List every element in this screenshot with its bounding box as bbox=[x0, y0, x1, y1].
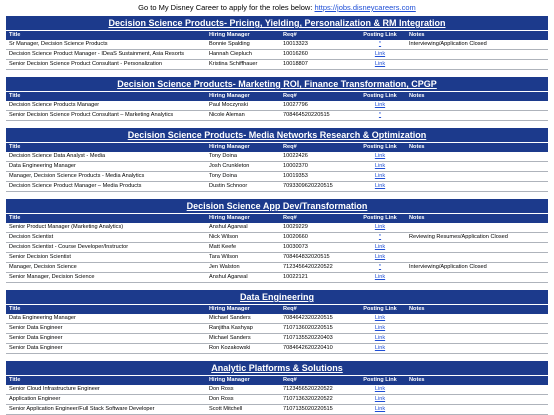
table-row bbox=[6, 50, 548, 60]
notes-header: Notes bbox=[409, 215, 425, 221]
req-number-cell: 7084642620220410 bbox=[283, 345, 333, 351]
notes-cell bbox=[406, 273, 548, 282]
roles-section bbox=[6, 128, 548, 192]
roles-section bbox=[6, 16, 548, 70]
title-header: Title bbox=[9, 377, 21, 383]
hiring-manager-cell: Anshul Agarwal bbox=[209, 274, 248, 280]
hiring-manager-cell: Dustin Schnoor bbox=[209, 183, 248, 189]
notes-header: Notes bbox=[409, 306, 425, 312]
hiring-manager-cell: Nick Wilson bbox=[209, 234, 239, 240]
req-number-cell: 7084642320220515 bbox=[283, 315, 333, 321]
notes-cell bbox=[406, 344, 548, 353]
hiring-manager-cell: Anshul Agarwal bbox=[209, 224, 248, 230]
notes-cell bbox=[406, 50, 548, 59]
job-title-cell: Senior Data Engineer bbox=[9, 325, 63, 331]
notes-header: Notes bbox=[409, 32, 425, 38]
job-title-cell: Senior Cloud Infrastructure Engineer bbox=[9, 386, 100, 392]
posting-link-header: Posting Link bbox=[363, 377, 397, 383]
job-title-cell: Data Engineering Manager bbox=[9, 163, 76, 169]
job-title-cell: Senior Decision Scientist bbox=[9, 254, 71, 260]
req-number-cell: 708464832020515 bbox=[283, 254, 330, 260]
req-number-cell: 7107136320220522 bbox=[283, 396, 333, 402]
roles-section bbox=[6, 77, 548, 121]
job-title-cell: Senior Data Engineer bbox=[9, 345, 63, 351]
table-row bbox=[6, 324, 548, 334]
req-header: Req# bbox=[283, 144, 297, 150]
section-title: Decision Science Products- Media Networks Research & Optimization bbox=[6, 128, 548, 143]
section-title: Decision Science Products- Pricing, Yielding, Personalization & RM Integration bbox=[6, 16, 548, 31]
job-title-cell: Senior Data Engineer bbox=[9, 335, 63, 341]
table-row bbox=[6, 60, 548, 70]
hiring-manager-cell: Scott Mitchell bbox=[209, 406, 243, 412]
notes-cell bbox=[406, 324, 548, 333]
posting-link[interactable]: Link bbox=[374, 345, 386, 351]
table-row bbox=[6, 40, 548, 50]
table-row bbox=[6, 172, 548, 182]
table-row bbox=[6, 233, 548, 243]
title-header: Title bbox=[9, 215, 21, 221]
notes-cell bbox=[406, 385, 548, 394]
notes-cell bbox=[406, 162, 548, 171]
section-title: Analytic Platforms & Solutions bbox=[6, 361, 548, 376]
req-number-cell: 7107135020220515 bbox=[283, 406, 333, 412]
notes-header: Notes bbox=[409, 93, 425, 99]
job-title-cell: Manager, Decision Science bbox=[9, 264, 77, 270]
req-number-cell: 10022121 bbox=[283, 274, 308, 280]
job-title-cell: Senior Application Engineer/Full Stack Software Developer bbox=[9, 406, 155, 412]
posting-link[interactable]: Link bbox=[374, 153, 386, 159]
notes-cell bbox=[406, 111, 548, 120]
posting-link-header: Posting Link bbox=[363, 32, 397, 38]
req-number-cell: 7107135520220403 bbox=[283, 335, 333, 341]
notes-cell bbox=[406, 395, 548, 404]
req-number-cell: 10022426 bbox=[283, 153, 308, 159]
job-title-cell: Application Engineer bbox=[9, 396, 61, 402]
roles-section bbox=[6, 199, 548, 283]
posting-link-header: Posting Link bbox=[363, 306, 397, 312]
careers-link[interactable]: https://jobs.disneycareers.com bbox=[314, 3, 416, 12]
notes-cell bbox=[406, 182, 548, 191]
hiring-manager-header: Hiring Manager bbox=[209, 306, 250, 312]
notes-cell bbox=[406, 405, 548, 414]
job-title-cell: Senior Decision Science Product Consultant - Personalization bbox=[9, 61, 162, 67]
posting-link[interactable]: Link bbox=[374, 173, 386, 179]
notes-header: Notes bbox=[409, 144, 425, 150]
title-header: Title bbox=[9, 306, 21, 312]
notes-cell bbox=[406, 152, 548, 161]
req-number-cell: 7093309620220515 bbox=[283, 183, 333, 189]
req-header: Req# bbox=[283, 32, 297, 38]
hiring-manager-cell: Bonnie Spalding bbox=[209, 41, 250, 47]
posting-link[interactable]: * bbox=[378, 234, 382, 240]
column-header-row bbox=[6, 143, 548, 152]
posting-link[interactable]: * bbox=[378, 41, 382, 47]
job-title-cell: Data Engineering Manager bbox=[9, 315, 76, 321]
job-title-cell: Sr Manager, Decision Science Products bbox=[9, 41, 108, 47]
title-header: Title bbox=[9, 144, 21, 150]
req-number-cell: 708464520220515 bbox=[283, 112, 330, 118]
table-row bbox=[6, 182, 548, 192]
req-number-cell: 10002370 bbox=[283, 163, 308, 169]
posting-link-header: Posting Link bbox=[363, 144, 397, 150]
table-row bbox=[6, 111, 548, 121]
hiring-manager-cell: Tara Wilson bbox=[209, 254, 239, 260]
posting-link[interactable]: Link bbox=[374, 274, 386, 280]
roles-section bbox=[6, 361, 548, 415]
req-number-cell: 10013323 bbox=[283, 41, 308, 47]
posting-link[interactable]: Link bbox=[374, 315, 386, 321]
posting-link[interactable]: Link bbox=[374, 102, 386, 108]
title-header: Title bbox=[9, 32, 21, 38]
hiring-manager-cell: Michael Sanders bbox=[209, 315, 251, 321]
posting-link[interactable]: Link bbox=[374, 254, 386, 260]
column-header-row bbox=[6, 305, 548, 314]
table-row bbox=[6, 162, 548, 172]
table-row bbox=[6, 223, 548, 233]
notes-cell bbox=[406, 101, 548, 110]
hiring-manager-cell: Kristina Schiffhauer bbox=[209, 61, 258, 67]
req-header: Req# bbox=[283, 306, 297, 312]
notes-cell: Interviewing/Application Closed bbox=[409, 41, 487, 47]
notes-cell bbox=[406, 314, 548, 323]
table-row bbox=[6, 314, 548, 324]
hiring-manager-cell: Don Ross bbox=[209, 386, 234, 392]
posting-link[interactable]: * bbox=[378, 264, 382, 270]
column-header-row bbox=[6, 92, 548, 101]
req-number-cell: 10029229 bbox=[283, 224, 308, 230]
req-number-cell: 7123456420220522 bbox=[283, 264, 333, 270]
column-header-row bbox=[6, 214, 548, 223]
table-row bbox=[6, 334, 548, 344]
table-row bbox=[6, 253, 548, 263]
hiring-manager-header: Hiring Manager bbox=[209, 144, 250, 150]
posting-link[interactable]: Link bbox=[374, 224, 386, 230]
notes-cell bbox=[406, 253, 548, 262]
table-row bbox=[6, 152, 548, 162]
hiring-manager-cell: Ranjitha Kashyap bbox=[209, 325, 253, 331]
notes-cell bbox=[406, 172, 548, 181]
posting-link[interactable]: Link bbox=[374, 335, 386, 341]
req-number-cell: 10027796 bbox=[283, 102, 308, 108]
notes-cell bbox=[406, 334, 548, 343]
hiring-manager-cell: Josh Crunkleton bbox=[209, 163, 250, 169]
req-header: Req# bbox=[283, 215, 297, 221]
req-number-cell: 10030073 bbox=[283, 244, 308, 250]
posting-link[interactable]: * bbox=[378, 112, 382, 118]
intro-text: Go to My Disney Career to apply for the roles below: bbox=[138, 3, 313, 12]
posting-link[interactable]: Link bbox=[374, 386, 386, 392]
hiring-manager-header: Hiring Manager bbox=[209, 215, 250, 221]
notes-cell bbox=[406, 223, 548, 232]
job-title-cell: Senior Manager, Decision Science bbox=[9, 274, 95, 280]
hiring-manager-cell: Michael Sanders bbox=[209, 335, 251, 341]
table-row bbox=[6, 385, 548, 395]
table-row bbox=[6, 263, 548, 273]
job-title-cell: Senior Decision Science Product Consultant – Marketing Analytics bbox=[9, 112, 174, 118]
job-title-cell: Decision Scientist - Course Developer/Instructor bbox=[9, 244, 129, 250]
hiring-manager-cell: Nicole Aleman bbox=[209, 112, 245, 118]
hiring-manager-cell: Hannah Ciepluch bbox=[209, 51, 252, 57]
notes-cell bbox=[406, 60, 548, 69]
posting-link-header: Posting Link bbox=[363, 215, 397, 221]
posting-link-header: Posting Link bbox=[363, 93, 397, 99]
table-row bbox=[6, 344, 548, 354]
req-number-cell: 10018807 bbox=[283, 61, 308, 67]
job-title-cell: Senior Product Manager (Marketing Analytics) bbox=[9, 224, 124, 230]
roles-list bbox=[0, 16, 554, 415]
table-row bbox=[6, 405, 548, 415]
column-header-row bbox=[6, 31, 548, 40]
section-title: Decision Science Products- Marketing ROI, Finance Transformation, CPGP bbox=[6, 77, 548, 92]
hiring-manager-cell: Matt Keefe bbox=[209, 244, 237, 250]
hiring-manager-header: Hiring Manager bbox=[209, 93, 250, 99]
posting-link[interactable]: Link bbox=[374, 51, 386, 57]
req-header: Req# bbox=[283, 93, 297, 99]
hiring-manager-cell: Tony Doina bbox=[209, 173, 237, 179]
job-title-cell: Decision Science Product Manager – Media Products bbox=[9, 183, 142, 189]
section-title: Data Engineering bbox=[6, 290, 548, 305]
req-number-cell: 10016260 bbox=[283, 51, 308, 57]
posting-link[interactable]: Link bbox=[374, 325, 386, 331]
section-title: Decision Science App Dev/Transformation bbox=[6, 199, 548, 214]
hiring-manager-cell: Jen Walston bbox=[209, 264, 240, 270]
hiring-manager-cell: Tony Doina bbox=[209, 153, 237, 159]
notes-header: Notes bbox=[409, 377, 425, 383]
req-number-cell: 10020660 bbox=[283, 234, 308, 240]
posting-link[interactable]: Link bbox=[374, 396, 386, 402]
req-header: Req# bbox=[283, 377, 297, 383]
roles-section bbox=[6, 290, 548, 354]
table-row bbox=[6, 273, 548, 283]
title-header: Title bbox=[9, 93, 21, 99]
job-title-cell: Decision Science Data Analyst - Media bbox=[9, 153, 106, 159]
job-title-cell: Decision Scientist bbox=[9, 234, 54, 240]
notes-cell: Interviewing/Application Closed bbox=[409, 264, 487, 270]
hiring-manager-header: Hiring Manager bbox=[209, 377, 250, 383]
posting-link[interactable]: Link bbox=[374, 244, 386, 250]
notes-cell bbox=[406, 243, 548, 252]
job-title-cell: Decision Science Products Manager bbox=[9, 102, 100, 108]
table-row bbox=[6, 243, 548, 253]
hiring-manager-header: Hiring Manager bbox=[209, 32, 250, 38]
table-row bbox=[6, 101, 548, 111]
posting-link[interactable]: Link bbox=[374, 183, 386, 189]
intro-line bbox=[0, 0, 554, 16]
posting-link[interactable]: Link bbox=[374, 61, 386, 67]
req-number-cell: 7107136020220515 bbox=[283, 325, 333, 331]
table-row bbox=[6, 395, 548, 405]
job-title-cell: Manager, Decision Science Products - Media Analytics bbox=[9, 173, 145, 179]
job-title-cell: Decision Science Product Manager - IDeaS Sustainment, Asia Resorts bbox=[9, 51, 185, 57]
req-number-cell: 7123456520220522 bbox=[283, 386, 333, 392]
posting-link[interactable]: Link bbox=[374, 406, 386, 412]
posting-link[interactable]: Link bbox=[374, 163, 386, 169]
hiring-manager-cell: Paul Moczynski bbox=[209, 102, 248, 108]
hiring-manager-cell: Don Ross bbox=[209, 396, 234, 402]
hiring-manager-cell: Ron Kozakowski bbox=[209, 345, 251, 351]
column-header-row bbox=[6, 376, 548, 385]
req-number-cell: 10019353 bbox=[283, 173, 308, 179]
notes-cell: Reviewing Resumes/Application Closed bbox=[409, 234, 508, 240]
